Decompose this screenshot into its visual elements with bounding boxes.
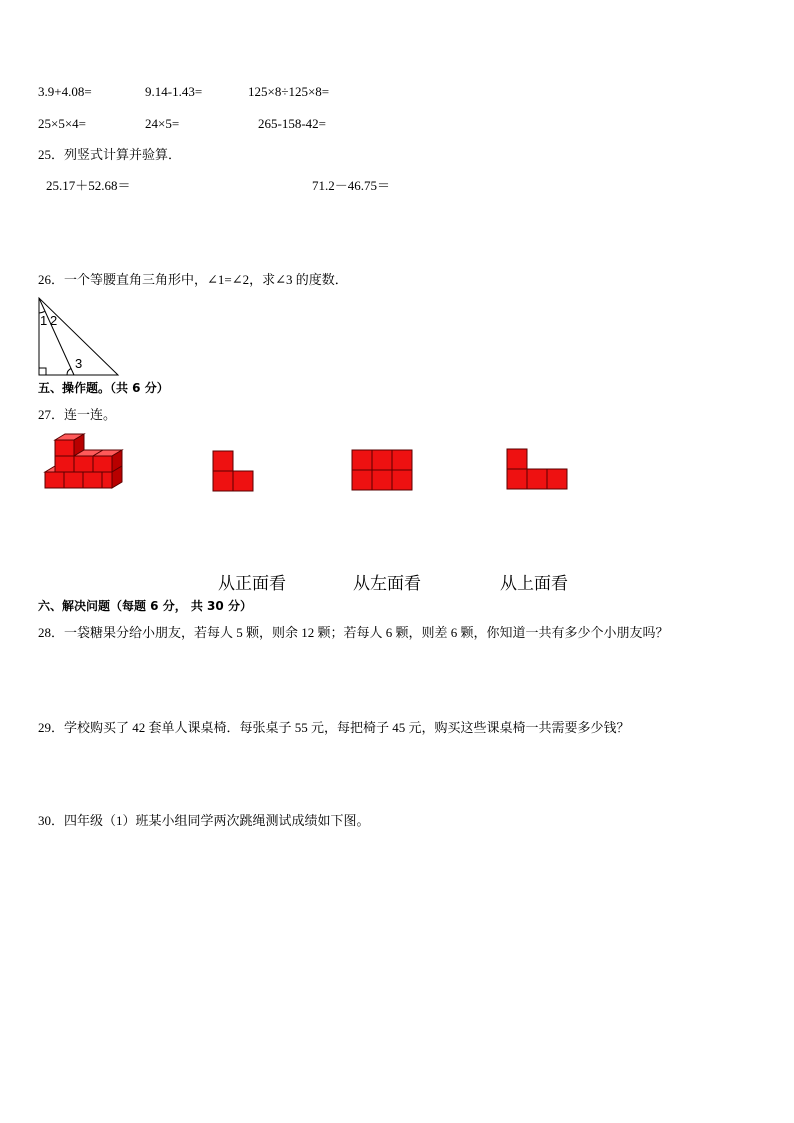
view-label-left: 从左面看 <box>353 574 421 594</box>
q25-title: 25．列竖式计算并验算． <box>38 147 182 162</box>
angle-1-label: 1 <box>40 313 48 328</box>
calc-1-2: 9.14-1.43= <box>145 84 203 99</box>
q30-text: 30．四年级（1）班某小组同学两次跳绳测试成绩如下图。 <box>38 813 370 828</box>
view-label-top: 从上面看 <box>500 574 568 594</box>
angle-3-label: 3 <box>75 356 83 371</box>
q25-expr-1: 25.17＋52.68＝ <box>46 178 131 193</box>
view-shape-2 <box>351 449 415 494</box>
calc-2-3: 265-158-42= <box>258 116 326 131</box>
q26-title: 26．一个等腰直角三角形中，∠1=∠2，求∠3 的度数． <box>38 272 348 287</box>
angle-2-label: 2 <box>50 313 58 328</box>
calc-2-1: 25×5×4= <box>38 116 86 131</box>
view-shape-3 <box>506 448 570 493</box>
calc-1-1: 3.9+4.08= <box>38 84 92 99</box>
view-label-front: 从正面看 <box>218 574 286 594</box>
section-6-title: 六、解决问题（每题 6 分， 共 30 分） <box>38 599 252 613</box>
triangle-figure <box>30 292 130 382</box>
section-5-title: 五、操作题。（共 6 分） <box>38 381 169 395</box>
q27-title: 27．连一连。 <box>38 407 117 422</box>
view-shape-1 <box>212 450 257 495</box>
calc-2-2: 24×5= <box>145 116 180 131</box>
q29-text: 29．学校购买了 42 套单人课桌椅．每张桌子 55 元，每把椅子 45 元，购买这些课桌椅一共需要多少钱？ <box>38 720 630 735</box>
q28-text: 28．一袋糖果分给小朋友，若每人 5 颗，则余 12 颗；若每人 6 颗，则差 6 颗，你知道一共有多少个小朋友吗？ <box>38 625 669 640</box>
calc-1-3: 125×8÷125×8= <box>248 84 330 99</box>
q25-expr-2: 71.2－46.75＝ <box>312 178 391 193</box>
cube-stack-figure <box>40 432 130 502</box>
